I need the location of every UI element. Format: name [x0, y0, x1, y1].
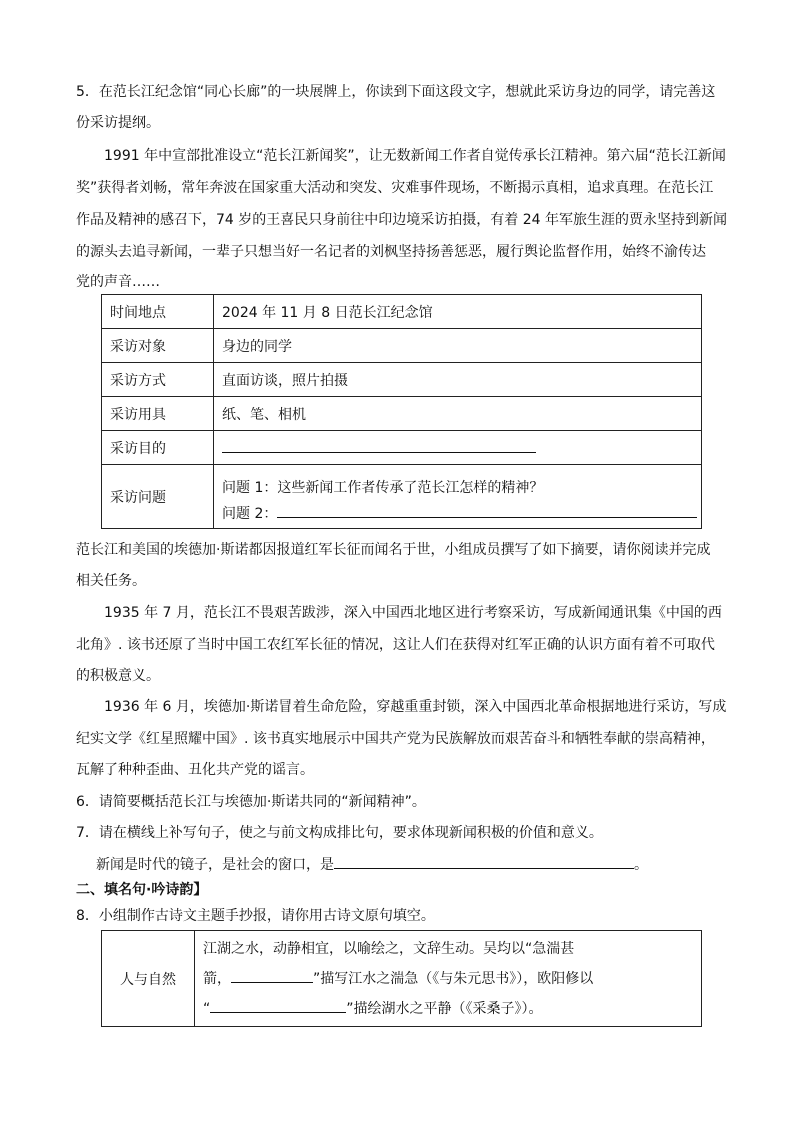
question-7: 7．请在横线上补写句子，使之与前文构成排比句，要求体现新闻积极的价值和意义。 [76, 825, 603, 841]
table-row [102, 329, 702, 363]
table-row [102, 295, 702, 329]
row-label-tools: 采访用具 [102, 397, 214, 431]
interview-outline-table [101, 294, 702, 529]
summary-intro-2: 相关任务。 [76, 573, 146, 589]
summary-p2-line-2: 纪实文学《红星照耀中国》. 该书真实地展示中国共产党为民族解放而艰苦奋斗和牺牲奉献的崇高精神， [76, 731, 715, 747]
poetry-content-cell [195, 931, 702, 1027]
purpose-answer-blank[interactable] [222, 438, 536, 453]
poetry-line-3-suffix: ”描绘湖水之平静（《采桑子》）。 [346, 1000, 543, 1017]
summary-p1-line-3: 的积极意义。 [76, 668, 160, 684]
table-row [102, 363, 702, 397]
question-1: 问题 1：这些新闻工作者传承了范长江怎样的精神？ [222, 479, 544, 496]
passage-line-1: 1991 年中宣部批准设立“范长江新闻奖”，让无数新闻工作者自觉传承长江精神。第六届“范长江新闻 [104, 148, 726, 164]
q7-answer-blank[interactable] [334, 854, 634, 869]
poetry-line-3-prefix: “ [203, 1000, 211, 1017]
q7-sentence-prefix: 新闻是时代的镜子，是社会的窗口，是 [96, 857, 334, 873]
row-label-time-place: 时间地点 [102, 295, 214, 329]
q5-line-2: 份采访提纲。 [76, 115, 160, 131]
table-row [102, 465, 702, 529]
row-value-time-place: 2024 年 11 月 8 日范长江纪念馆 [214, 295, 702, 329]
row-label-questions: 采访问题 [102, 465, 214, 529]
poetry-fill-table [101, 930, 702, 1027]
question-6: 6．请简要概括范长江与埃德加·斯诺共同的“新闻精神”。 [76, 794, 426, 810]
question-8: 8．小组制作古诗文主题手抄报，请你用古诗文原句填空。 [76, 908, 435, 924]
question-2-prefix: 问题 2： [222, 505, 278, 522]
summary-p2-line-3: 瓦解了种种歪曲、丑化共产党的谣言。 [76, 762, 314, 778]
purpose-answer-cell[interactable] [214, 431, 702, 465]
questions-cell [214, 465, 702, 529]
poetry-line-3 [203, 994, 693, 1024]
section-2-heading: 二、填名句·吟诗韵】 [76, 882, 208, 898]
row-label-purpose: 采访目的 [102, 431, 214, 465]
poetry-line-1: 江湖之水，动静相宜，以喻绘之，文辞生动。吴均以“急湍甚 [203, 940, 575, 957]
passage-line-2: 奖”获得者刘畅，常年奔波在国家重大活动和突发、灾难事件现场，不断揭示真相，追求真理。在范长江 [76, 180, 714, 196]
poetry-blank-2[interactable] [210, 998, 346, 1013]
q7-sentence-suffix: 。 [634, 857, 648, 873]
q7-sentence [96, 854, 648, 875]
summary-p1-line-1: 1935 年 7 月，范长江不畏艰苦跋涉，深入中国西北地区进行考察采访，写成新闻通讯集《中国的西 [104, 605, 722, 621]
table-row [102, 931, 702, 1027]
table-row [102, 397, 702, 431]
row-label-method: 采访方式 [102, 363, 214, 397]
poetry-line-2 [203, 964, 693, 994]
q5-line-1: 5．在范长江纪念馆“同心长廊”的一块展牌上，你读到下面这段文字，想就此采访身边的同学，请完善这 [76, 84, 716, 100]
row-value-tools: 纸、笔、相机 [214, 397, 702, 431]
row-label-subject: 采访对象 [102, 329, 214, 363]
poetry-line-2-suffix: ”描写江水之湍急（《与朱元思书》），欧阳修以 [313, 970, 594, 987]
summary-p1-line-2: 北角》. 该书还原了当时中国工农红军长征的情况，这让人们在获得对红军正确的认识方面有着不可取代 [76, 637, 715, 653]
question-2-blank[interactable] [277, 503, 697, 518]
passage-line-5: 党的声音…… [76, 274, 160, 290]
table-row [102, 431, 702, 465]
row-value-subject: 身边的同学 [214, 329, 702, 363]
poetry-line-2-prefix: 箭， [203, 970, 231, 987]
passage-line-3: 作品及精神的感召下，74 岁的王喜民只身前往中印边境采访拍摄，有着 24 年军旅生涯的贾永坚持到新闻 [76, 212, 727, 228]
passage-line-4: 的源头去追寻新闻，一辈子只想当好一名记者的刘枫坚持扬善惩恶，履行舆论监督作用，始终不渝传达 [76, 244, 706, 260]
summary-intro-1: 范长江和美国的埃德加·斯诺都因报道红军长征而闻名于世，小组成员撰写了如下摘要，请你阅读并完成 [76, 542, 711, 558]
row-value-method: 直面访谈，照片拍摄 [214, 363, 702, 397]
poetry-blank-1[interactable] [231, 968, 313, 983]
poetry-theme-label: 人与自然 [102, 931, 195, 1027]
summary-p2-line-1: 1936 年 6 月，埃德加·斯诺冒着生命危险，穿越重重封锁，深入中国西北革命根据地进行采访，写成 [104, 699, 727, 715]
question-2-row [222, 503, 693, 525]
